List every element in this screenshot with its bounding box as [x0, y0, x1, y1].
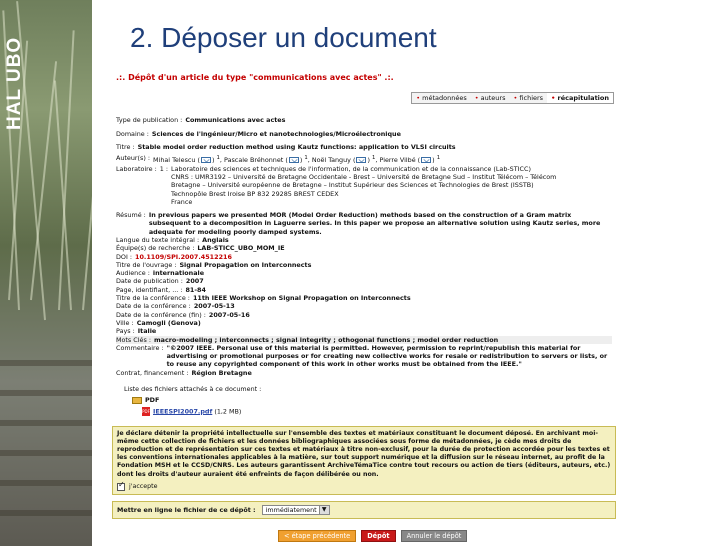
mail-icon[interactable] — [201, 157, 211, 163]
online-label: Mettre en ligne le fichier de ce dépôt : — [117, 505, 256, 514]
summary-fields — [116, 116, 612, 377]
accept-label: j'accepte — [129, 482, 158, 490]
form-header: .:. Dépôt d'un article du type "communications avec actes" .:. — [116, 73, 394, 82]
field-contrat: Contrat, financement : Région Bretagne — [116, 368, 252, 377]
file-link[interactable]: IEEESPI2007.pdf — [153, 407, 213, 416]
field-commentaire: Commentaire : "©2007 IEEE. Personal use of this material is permitted. However, permission to reprint/republish this material for advertising or promotional purposes or for creating new collective works for resale or redistribution to servers or lists, or to reuse any copyrighted component of this work in other works must be obtained from the IEEE." — [116, 343, 608, 369]
folder-icon — [132, 397, 142, 404]
author-name: Mihai Telescu — [153, 156, 196, 165]
field-equipe: Équipe(s) de recherche : LAB-STICC_UBO_MOM_IE — [116, 244, 285, 253]
field-ouvrage: Titre de l'ouvrage : Signal Propagation on Interconnects — [116, 260, 312, 269]
attached-files — [124, 385, 620, 416]
previous-step-button[interactable]: < étape précédente — [278, 530, 356, 542]
field-laboratoire: Laboratoire : 1 : Laboratoire des sciences et techniques de l'information, de la communication et de la connaissance (Lab-STICC) CNRS : UMR3192 – Université de Bretagne Occidentale - Brest – Université de Bretagne Sud – Institut Télécom – Télécom Bretagne – Université européenne de Bretagne – Institut Supérieur des Sciences et Technologies de Brest (ISSTB) Technopôle Brest Iroise BP 832 29285 BREST CEDEX France — [116, 164, 557, 206]
decorative-side-photo — [0, 0, 92, 546]
field-audience: Audience : internationale — [116, 269, 205, 278]
folder-label: PDF — [145, 396, 160, 405]
field-mots-cles: Mots Clés : macro-modeling ; interconnects ; signal integrity ; othogonal functions ; model order reduction — [116, 336, 612, 344]
wizard-steps — [411, 92, 614, 104]
field-conf-fin: Date de la conférence (fin) : 2007-05-16 — [116, 310, 250, 319]
field-pages: Page, identifiant, ... : 81-84 — [116, 285, 206, 294]
mail-icon[interactable] — [421, 157, 431, 163]
accept-row — [117, 483, 611, 491]
slide-title: 2. Déposer un document — [130, 22, 437, 53]
files-title: Liste des fichiers attachés à ce document : — [124, 385, 262, 394]
deposit-form-screenshot — [112, 68, 620, 544]
author-name: Pascale Bréhonnet — [224, 156, 284, 165]
field-conf-debut: Date de la conférence : 2007-05-13 — [116, 302, 235, 311]
field-langue: Langue du texte intégral : Anglais — [116, 235, 229, 244]
step-auteurs[interactable]: • auteurs — [474, 94, 506, 102]
online-row — [112, 501, 616, 519]
deposit-button[interactable]: Dépôt — [361, 530, 395, 542]
field-conf-titre: Titre de la conférence : 11th IEEE Workshop on Signal Propagation on Interconnects — [116, 294, 411, 303]
author-name: Noël Tanguy — [311, 156, 351, 165]
field-titre: Titre : Stable model order reduction method using Kautz functions: application to VLSI circuits — [116, 142, 456, 151]
side-title: HAL UBO — [4, 36, 25, 130]
field-type: Type de publication : Communications avec actes — [116, 116, 286, 125]
field-ville: Ville : Camogli (Genova) — [116, 318, 201, 327]
form-buttons — [278, 530, 467, 542]
step-recapitulation[interactable]: • récapitulation — [547, 93, 613, 103]
field-domaine: Domaine : Sciences de l'ingénieur/Micro et nanotechnologies/Microélectronique — [116, 129, 401, 138]
cancel-deposit-button[interactable]: Annuler le dépôt — [401, 530, 468, 542]
pdf-icon: PDF — [142, 408, 150, 414]
accept-checkbox[interactable] — [117, 483, 125, 491]
mail-icon[interactable] — [289, 157, 299, 163]
chevron-down-icon: ▼ — [319, 506, 329, 514]
author-name: Pierre Vilbé — [379, 156, 416, 165]
step-metadonnees[interactable]: • métadonnées — [416, 94, 467, 102]
file-size: (1,2 MB) — [214, 407, 242, 416]
doi-link[interactable]: 10.1109/SPI.2007.4512216 — [135, 252, 232, 261]
mail-icon[interactable] — [356, 157, 366, 163]
field-pays: Pays : Italie — [116, 327, 157, 336]
field-auteurs: Auteur(s) : Mihai Telescu ( ) $^1$, Pascale Bréhonnet ( ) $^1$, Noël Tanguy ( ) $^1$, Pierre Vilbé ( ) $^1$ — [116, 154, 441, 165]
step-fichiers[interactable]: • fichiers — [513, 94, 544, 102]
declaration-text: Je déclare détenir la propriété intellectuelle sur l'ensemble des textes et matériaux constituant le document déposé. En archivant moi-même cette collection de fichiers et les données bibliographiques associées sous forme de métadonnées, je cède mes droits de reproduction et de représentation sur ces textes et matériaux à titre non-exclusif, pour la durée de protection accordée pour les textes et les conventions internationales applicables à la matière, sur tout support numérique et la diffusion sur le réseau internet, au profit de la Fondation MSH et le CCSD/CNRS. Les auteurs garantissent ArchiveTémaTice contre tout recours ou action de tiers (éditeurs, auteurs, etc.) dont les droits d'auteur auraient été enfreints de façon délibérée ou non. — [117, 429, 611, 478]
field-doi: DOI : 10.1109/SPI.2007.4512216 — [116, 252, 232, 261]
field-resume: Résumé : In previous papers we presented MOR (Model Order Reduction) methods based on the construction of a Gram matrix subsequent to a decomposition in Laguerre series. In this paper we propose an alternative solution using Kautz series, more adequate for modeling poorly damped systems. — [116, 211, 601, 236]
online-select[interactable]: immédiatement ▼ — [262, 505, 330, 515]
declaration-box — [112, 426, 616, 495]
field-date-publication: Date de publication : 2007 — [116, 277, 204, 286]
